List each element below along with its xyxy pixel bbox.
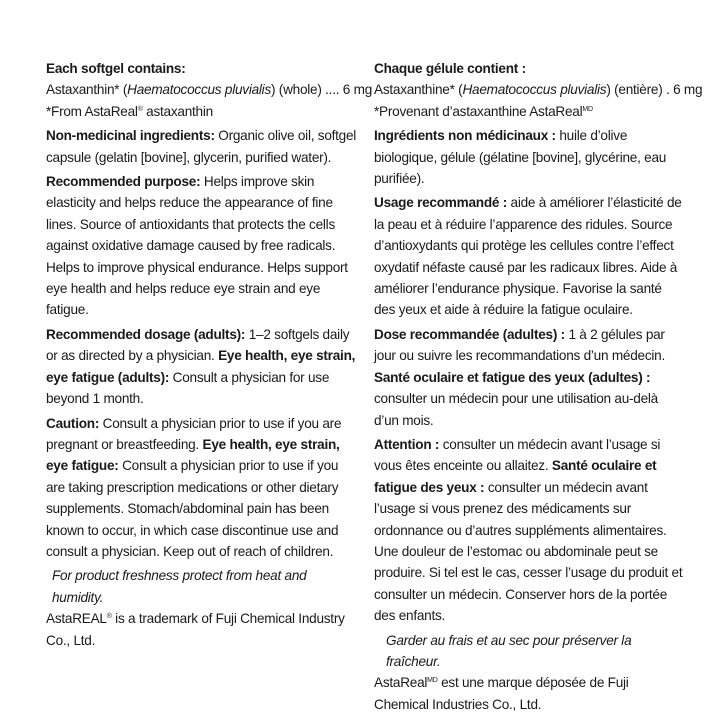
en-tm-pre: AstaREAL: [46, 611, 107, 627]
en-purpose-block: [46, 171, 358, 321]
en-nonmed-text: Organic olive oil, softgel capsule (gelatin [bovine], glycerin, purified water).: [46, 128, 357, 165]
en-from-pre: *From AstaReal: [46, 103, 138, 119]
en-caution-text: Consult a physician prior to use if you are pregnant or breastfeeding.: [46, 415, 342, 452]
fr-source-line: [374, 101, 686, 122]
fr-purpose-text: aide à améliorer l’élasticité de la peau et à réduire l’apparence des ridules. Source d’antioxydants qui protège les cellules contre l’effect oxydatif néfaste causé par les radicaux libres. Aide à améliorer l’endurance physique. Favorise la santé des yeux et aide à réduire la fatigue oculaire.: [374, 195, 682, 318]
en-caution-heading: Caution:: [46, 415, 100, 431]
en-dosage-eye-heading: Eye health, eye strain, eye fatigue (adults):: [46, 348, 356, 385]
fr-attention-eye-text: consulter un médecin avant l’usage si vous prenez des médicaments sur ordonnance ou d’autres suppléments alimentaires. Une douleur de l’estomac ou abdominale peut se produire. Si tel est le cas, cesser l’usage du produit et consulter un médecin. Conserver hors de la portée des enfants.: [374, 479, 683, 624]
en-purpose-heading: Recommended purpose:: [46, 174, 201, 190]
fr-tm-mark: MD: [427, 677, 438, 685]
fr-attention-eye-heading: Santé oculaire et fatigue des yeux :: [374, 458, 657, 495]
en-tm-mark: ®: [106, 613, 112, 621]
fr-eye-heading: Santé oculaire et fatigue des yeux (adultes) :: [374, 369, 651, 385]
fr-astax-pre: Astaxanthine* (: [374, 82, 463, 98]
en-nonmed-heading: Non-medicinal ingredients:: [46, 128, 215, 144]
en-dosage-text: 1–2 softgels daily or as directed by a physician.: [46, 326, 350, 364]
en-nonmedicinal-block: [46, 125, 358, 168]
en-caution-eye-text: Consult a physician prior to use if you are taking prescription medications or other dietary supplements. Stomach/abdominal pain has been known to occur, in which case discontinue use and consult a physician. Keep out of reach of children.: [46, 458, 339, 559]
fr-tm-pre: AstaReal: [374, 675, 428, 691]
en-source-line: [46, 101, 358, 122]
en-dosage-heading: Recommended dosage (adults):: [46, 326, 246, 342]
en-registered-mark: ®: [137, 105, 143, 113]
fr-astax-post: ) (entière) . 6 mg: [606, 82, 703, 98]
fr-contents-block: [374, 58, 703, 122]
en-caution-block: [46, 413, 358, 563]
fr-astaxanthine-line: [374, 79, 703, 100]
en-tm-post: is a trademark of Fuji Chemical Industry Co., Ltd.: [46, 611, 345, 648]
fr-eye-text: consulter un médecin pour une utilisation au-delà d’un mois.: [374, 391, 658, 428]
fr-attention-text: consulter un médecin avant l’usage si vous êtes enceinte ou allaitez.: [374, 436, 661, 474]
en-caution-eye-heading: Eye health, eye strain, eye fatigue:: [46, 436, 340, 474]
fr-purpose-heading: Usage recommandé :: [374, 195, 507, 211]
fr-attention-block: [374, 434, 686, 627]
fr-dosage-block: [374, 324, 686, 431]
fr-astax-species: Haematococcus pluvialis: [462, 82, 607, 98]
en-dosage-block: [46, 324, 358, 410]
en-astax-post: ) (whole) .... 6 mg: [271, 82, 373, 98]
fr-nonmed-text: huile d’olive biologique, gélule (gélatine [bovine], glycérine, eau purifiée).: [374, 128, 667, 187]
fr-dosage-heading: Dose recommandée (adultes) :: [374, 326, 565, 342]
fr-purpose-block: [374, 192, 686, 320]
en-trademark-note: [46, 608, 358, 651]
en-freshness-note: For product freshness protect from heat and humidity.: [52, 568, 307, 605]
en-dosage-eye-text: Consult a physician for use beyond 1 month.: [46, 369, 330, 407]
fr-tm-post: est une marque déposée de Fuji Chemical Industries Co., Ltd.: [374, 675, 629, 712]
fr-attention-heading: Attention :: [374, 436, 440, 452]
en-purpose-text: Helps improve skin elasticity and helps reduce the appearance of fine lines. Source of antioxidants that protects the cells against oxidative damage caused by free radicals. Helps to improve physical endurance. Helps support eye health and helps reduce eye strain and eye fatigue.: [46, 174, 348, 318]
fr-nonmedicinal-block: [374, 125, 686, 189]
en-contents-block: [46, 58, 373, 122]
english-column: [46, 58, 373, 651]
en-astax-species: Haematococcus pluvialis: [127, 82, 271, 98]
fr-trademark-note: [374, 672, 686, 715]
en-contains-heading: Each softgel contains:: [46, 61, 186, 76]
en-astaxanthin-line: [46, 79, 373, 100]
en-from-post: astaxanthin: [142, 103, 213, 119]
french-column: [374, 58, 703, 715]
fr-nonmed-heading: Ingrédients non médicinaux :: [374, 128, 556, 144]
fr-md-mark: MD: [582, 105, 593, 113]
fr-dosage-text: 1 à 2 gélules par jour ou suivre les recommandations d’un médecin.: [374, 326, 665, 364]
fr-from-pre: *Provenant d’astaxanthine AstaReal: [374, 103, 583, 119]
fr-freshness-note: Garder au frais et au sec pour préserver la fraîcheur.: [386, 632, 632, 669]
fr-contains-heading: Chaque gélule contient :: [374, 61, 526, 76]
en-astax-pre: Astaxanthin* (: [46, 82, 128, 98]
